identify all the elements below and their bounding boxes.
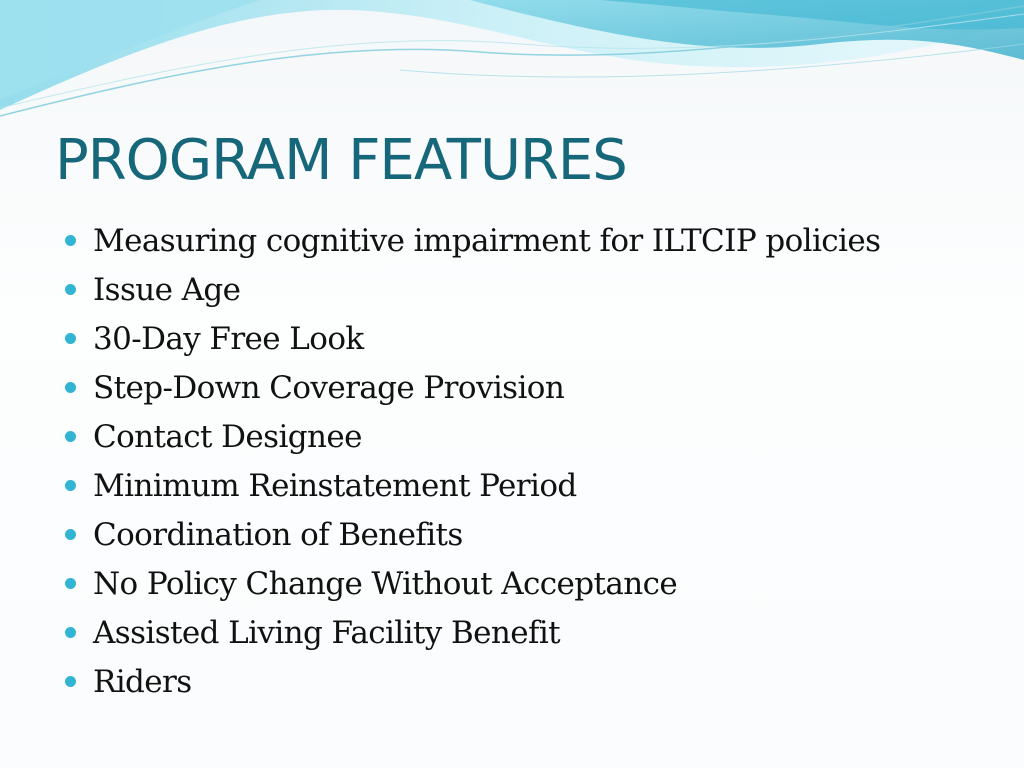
list-item (63, 610, 880, 659)
bullet-dot-icon (65, 627, 76, 638)
list-item-text: Step-Down Coverage Provision (93, 370, 565, 406)
list-item-text: Measuring cognitive impairment for ILTCIP policies (93, 223, 881, 259)
list-item-text: Minimum Reinstatement Period (93, 468, 577, 504)
list-item (63, 316, 880, 365)
bullet-dot-icon (65, 431, 76, 442)
list-item (63, 512, 880, 561)
list-item (63, 365, 880, 414)
list-item-text: Riders (93, 664, 192, 700)
bullet-dot-icon (65, 382, 76, 393)
bullet-dot-icon (65, 529, 76, 540)
list-item-text: 30-Day Free Look (93, 321, 364, 357)
list-item (63, 659, 880, 708)
bullet-dot-icon (65, 235, 76, 246)
bullet-dot-icon (65, 333, 76, 344)
list-item-text: Issue Age (93, 272, 241, 308)
list-item-text: No Policy Change Without Acceptance (93, 566, 678, 602)
list-item-text: Assisted Living Facility Benefit (93, 615, 561, 651)
list-item-text: Coordination of Benefits (93, 517, 463, 553)
list-item (63, 561, 880, 610)
feature-list (63, 218, 880, 708)
slide-title: PROGRAM FEATURES (55, 128, 627, 193)
header-wave-decoration (0, 0, 1024, 130)
bullet-dot-icon (65, 578, 76, 589)
list-item (63, 463, 880, 512)
list-item (63, 267, 880, 316)
bullet-dot-icon (65, 480, 76, 491)
bullet-dot-icon (65, 284, 76, 295)
list-item (63, 218, 880, 267)
list-item-text: Contact Designee (93, 419, 362, 455)
bullet-dot-icon (65, 676, 76, 687)
list-item (63, 414, 880, 463)
